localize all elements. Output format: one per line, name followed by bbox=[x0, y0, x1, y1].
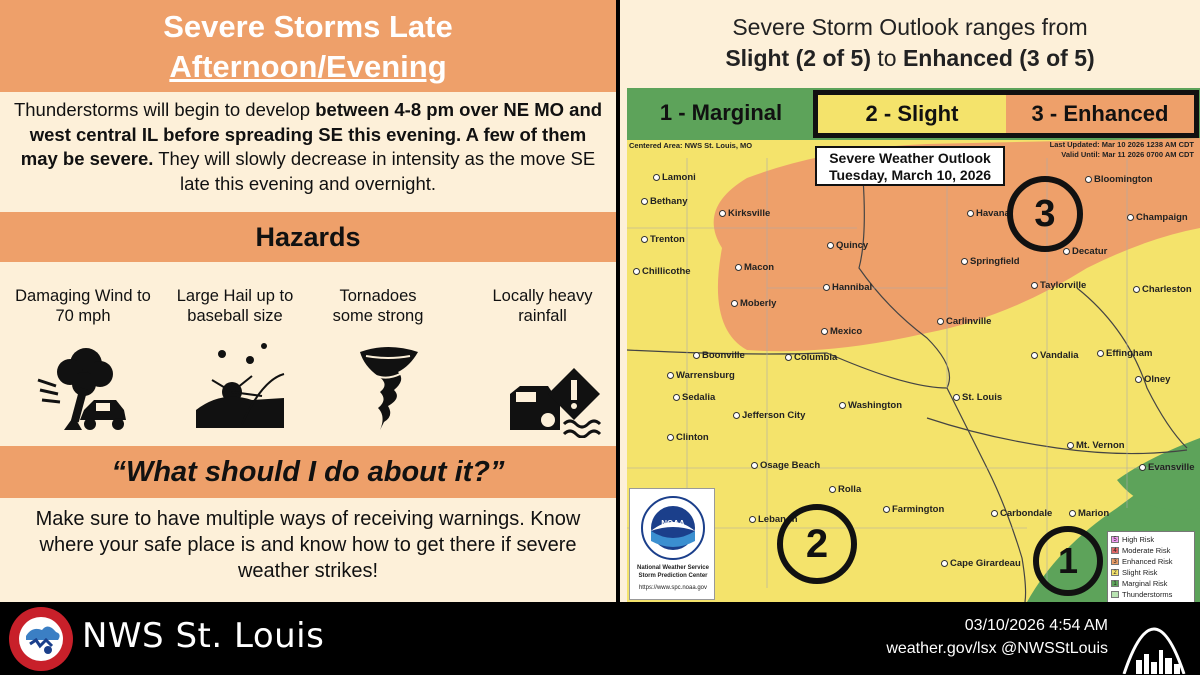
city-label: Effingham bbox=[1097, 348, 1152, 359]
outlook-map bbox=[627, 88, 1200, 602]
outlook-title: Severe Weather Outlook bbox=[829, 150, 991, 166]
risk-2-marker: 2 bbox=[777, 504, 857, 584]
office-links: weather.gov/lsx @NWSStLouis bbox=[886, 640, 1108, 657]
hazard-rain-label: Locally heavy rainfall bbox=[492, 287, 593, 325]
footer-bar bbox=[0, 602, 1200, 675]
city-label: Lamoni bbox=[653, 172, 696, 183]
valid-until-text: Valid Until: Mar 11 2026 0700 AM CDT bbox=[1061, 150, 1194, 159]
legend-row bbox=[1111, 567, 1191, 578]
city-label: Havana bbox=[967, 208, 1010, 219]
hazard-hail-label: Large Hail up to baseball size bbox=[176, 287, 294, 325]
city-label: Warrensburg bbox=[667, 370, 735, 381]
noaa-logo-icon bbox=[630, 493, 716, 563]
spc-url: https://www.spc.noaa.gov bbox=[638, 585, 708, 591]
legend-row-label: Slight Risk bbox=[1122, 568, 1158, 577]
gateway-arch-skyline-icon bbox=[1114, 604, 1194, 674]
outlook-title-box bbox=[815, 146, 1005, 186]
legend-row bbox=[1111, 589, 1191, 600]
city-label: Osage Beach bbox=[751, 460, 820, 471]
city-label: Clinton bbox=[667, 432, 709, 443]
hazards-heading: Hazards bbox=[0, 212, 616, 262]
legend-row-label: High Risk bbox=[1122, 535, 1155, 544]
city-label: Carbondale bbox=[991, 508, 1052, 519]
hazard-wind-label: Damaging Wind to 70 mph bbox=[15, 287, 151, 325]
legend-swatch: 1 bbox=[1111, 580, 1119, 587]
centered-area-text: Centered Area: NWS St. Louis, MO bbox=[629, 141, 753, 150]
city-label: Farmington bbox=[883, 504, 944, 515]
right-panel bbox=[620, 0, 1200, 602]
city-label: Bethany bbox=[641, 196, 687, 207]
legend-row bbox=[1111, 578, 1191, 589]
city-label: Charleston bbox=[1133, 284, 1192, 295]
issue-datetime: 03/10/2026 4:54 AM bbox=[964, 617, 1108, 634]
left-panel bbox=[0, 0, 620, 602]
legend-marginal: 1 - Marginal bbox=[627, 94, 815, 134]
legend-row-label: Enhanced Risk bbox=[1122, 557, 1173, 566]
map-risk-legend bbox=[1107, 531, 1195, 602]
city-label: Macon bbox=[735, 262, 774, 273]
legend-slight: 2 - Slight bbox=[818, 95, 1006, 133]
intro-bold: between 4-8 pm over NE MO and west central IL before spreading SE this evening. A few of them may be severe. bbox=[20, 99, 603, 169]
risk-1-marker: 1 bbox=[1033, 526, 1103, 596]
slight-text: Slight (2 of 5) bbox=[725, 45, 871, 71]
main-title bbox=[0, 0, 616, 92]
advice-text: Make sure to have multiple ways of receiving warnings. Know where your safe place is and know how to get there if severe weather strikes! bbox=[35, 508, 581, 582]
city-label: Lebanon bbox=[749, 514, 798, 525]
noaa-spc-box bbox=[629, 488, 715, 600]
outlook-heading-line-1: Severe Storm Outlook ranges from bbox=[732, 14, 1088, 40]
legend-swatch bbox=[1111, 591, 1119, 598]
city-label: Champaign bbox=[1127, 212, 1188, 223]
city-label: Evansville bbox=[1139, 462, 1194, 473]
city-label: Kirksville bbox=[719, 208, 770, 219]
flooding-icon bbox=[508, 364, 604, 438]
city-label: Quincy bbox=[827, 240, 868, 251]
city-label: Moberly bbox=[731, 298, 776, 309]
city-label: Bloomington bbox=[1085, 174, 1153, 185]
damaging-wind-icon bbox=[34, 342, 130, 434]
city-label: St. Louis bbox=[953, 392, 1002, 403]
legend-enhanced: 3 - Enhanced bbox=[1006, 95, 1194, 133]
city-label: Washington bbox=[839, 400, 902, 411]
last-updated-text: Last Updated: Mar 10 2026 1238 AM CDT bbox=[1049, 140, 1194, 149]
office-name: NWS St. Louis bbox=[82, 616, 325, 656]
enhanced-text: Enhanced (3 of 5) bbox=[902, 45, 1095, 71]
outlook-heading-line-2 bbox=[620, 43, 1200, 74]
city-label: Sedalia bbox=[673, 392, 715, 403]
legend-swatch: 2 bbox=[1111, 569, 1119, 576]
legend-row-label: Thunderstorms bbox=[1122, 590, 1173, 599]
legend-swatch: 4 bbox=[1111, 547, 1119, 554]
title-line-1: Severe Storms Late bbox=[163, 9, 453, 44]
legend-swatch: 5 bbox=[1111, 536, 1119, 543]
intro-part-1: Thunderstorms will begin to develop bbox=[13, 99, 316, 120]
city-label: Carlinville bbox=[937, 316, 991, 327]
hazard-tornado-label: Tornadoes some strong bbox=[332, 287, 424, 325]
legend-row bbox=[1111, 556, 1191, 567]
city-label: Jefferson City bbox=[733, 410, 805, 421]
risk-3-marker: 3 bbox=[1007, 176, 1083, 252]
outlook-date: Tuesday, March 10, 2026 bbox=[828, 167, 992, 183]
legend-swatch: 3 bbox=[1111, 558, 1119, 565]
city-label: Taylorville bbox=[1031, 280, 1086, 291]
city-label: Boonville bbox=[693, 350, 745, 361]
city-label: Hannibal bbox=[823, 282, 872, 293]
city-label: Mexico bbox=[821, 326, 862, 337]
legend-row-label: Moderate Risk bbox=[1122, 546, 1171, 555]
legend-row bbox=[1111, 534, 1191, 545]
what-should-i-do-heading: “What should I do about it?” bbox=[0, 446, 616, 498]
city-label: Springfield bbox=[961, 256, 1020, 267]
tornado-icon bbox=[358, 346, 420, 432]
city-label: Columbia bbox=[785, 352, 837, 363]
large-hail-icon bbox=[192, 340, 288, 430]
city-label: Mt. Vernon bbox=[1067, 440, 1125, 451]
intro-text bbox=[12, 98, 604, 196]
city-label: Olney bbox=[1135, 374, 1170, 385]
city-label: Marion bbox=[1069, 508, 1109, 519]
intro-part-2: They will slowly decrease in intensity as the move SE late this evening and overnight. bbox=[153, 148, 596, 194]
nws-logo-icon bbox=[8, 606, 74, 672]
legend-row bbox=[1111, 545, 1191, 556]
outlook-heading bbox=[620, 12, 1200, 74]
spc-label: Storm Prediction Center bbox=[638, 573, 708, 579]
title-line-2: Afternoon/Evening bbox=[169, 49, 447, 84]
nws-label: National Weather Service bbox=[637, 565, 709, 571]
city-label: Chillicothe bbox=[633, 266, 691, 277]
city-label: Trenton bbox=[641, 234, 685, 245]
noaa-label: NOAA bbox=[661, 519, 685, 528]
to-text: to bbox=[871, 45, 903, 71]
city-label: Rolla bbox=[829, 484, 861, 495]
city-label: Vandalia bbox=[1031, 350, 1079, 361]
city-label: Decatur bbox=[1063, 246, 1107, 257]
legend-row-label: Marginal Risk bbox=[1122, 579, 1168, 588]
city-label: Cape Girardeau bbox=[941, 558, 1021, 569]
